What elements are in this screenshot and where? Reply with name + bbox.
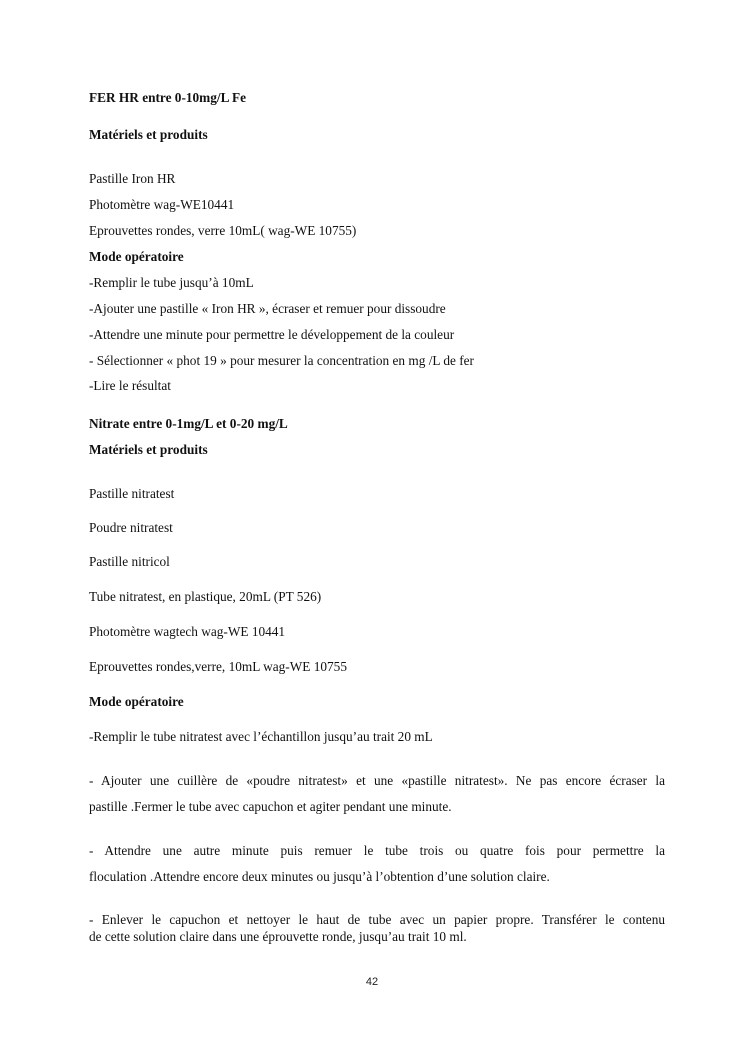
material-item: Photomètre wagtech wag-WE 10441 xyxy=(89,624,286,639)
material-item: Pastille Iron HR xyxy=(89,171,176,186)
procedure-step-line: - Enlever le capuchon et nettoyer le haut de tube avec un papier propre. Transférer le contenu xyxy=(89,912,665,927)
procedure-step-line: - Ajouter une cuillère de «poudre nitratest» et une «pastille nitratest». Ne pas encore écraser la xyxy=(89,773,665,788)
materials-heading: Matériels et produits xyxy=(89,442,208,457)
materials-heading: Matériels et produits xyxy=(89,127,208,142)
material-item: Tube nitratest, en plastique, 20mL (PT 526) xyxy=(89,589,322,604)
procedure-step-line: floculation .Attendre encore deux minutes ou jusqu’à l’obtention d’une solution claire. xyxy=(89,869,550,884)
section-title-fer: FER HR entre 0-10mg/L Fe xyxy=(89,90,247,105)
section-title-nitrate: Nitrate entre 0-1mg/L et 0-20 mg/L xyxy=(89,416,288,431)
procedure-step: -Remplir le tube nitratest avec l’échantillon jusqu’au trait 20 mL xyxy=(89,729,433,744)
material-item: Eprouvettes rondes, verre 10mL( wag-WE 10755) xyxy=(89,223,357,238)
procedure-step: -Remplir le tube jusqu’à 10mL xyxy=(89,275,254,290)
procedure-step-line: de cette solution claire dans une éprouvette ronde, jusqu’au trait 10 ml. xyxy=(89,929,467,944)
material-item: Poudre nitratest xyxy=(89,520,173,535)
material-item: Eprouvettes rondes,verre, 10mL wag-WE 10755 xyxy=(89,659,347,674)
procedure-step-line: pastille .Fermer le tube avec capuchon et agiter pendant une minute. xyxy=(89,799,452,814)
page-number: 42 xyxy=(365,976,379,988)
material-item: Pastille nitricol xyxy=(89,554,170,569)
procedure-step: -Attendre une minute pour permettre le développement de la couleur xyxy=(89,327,455,342)
procedure-step-line: - Attendre une autre minute puis remuer le tube trois ou quatre fois pour permettre la xyxy=(89,843,665,858)
mode-heading: Mode opératoire xyxy=(89,249,184,264)
procedure-step: - Sélectionner « phot 19 » pour mesurer la concentration en mg /L de fer xyxy=(89,353,474,368)
procedure-step: -Lire le résultat xyxy=(89,378,171,393)
procedure-step: -Ajouter une pastille « Iron HR », écraser et remuer pour dissoudre xyxy=(89,301,446,316)
mode-heading: Mode opératoire xyxy=(89,694,184,709)
material-item: Photomètre wag-WE10441 xyxy=(89,197,235,212)
material-item: Pastille nitratest xyxy=(89,486,175,501)
